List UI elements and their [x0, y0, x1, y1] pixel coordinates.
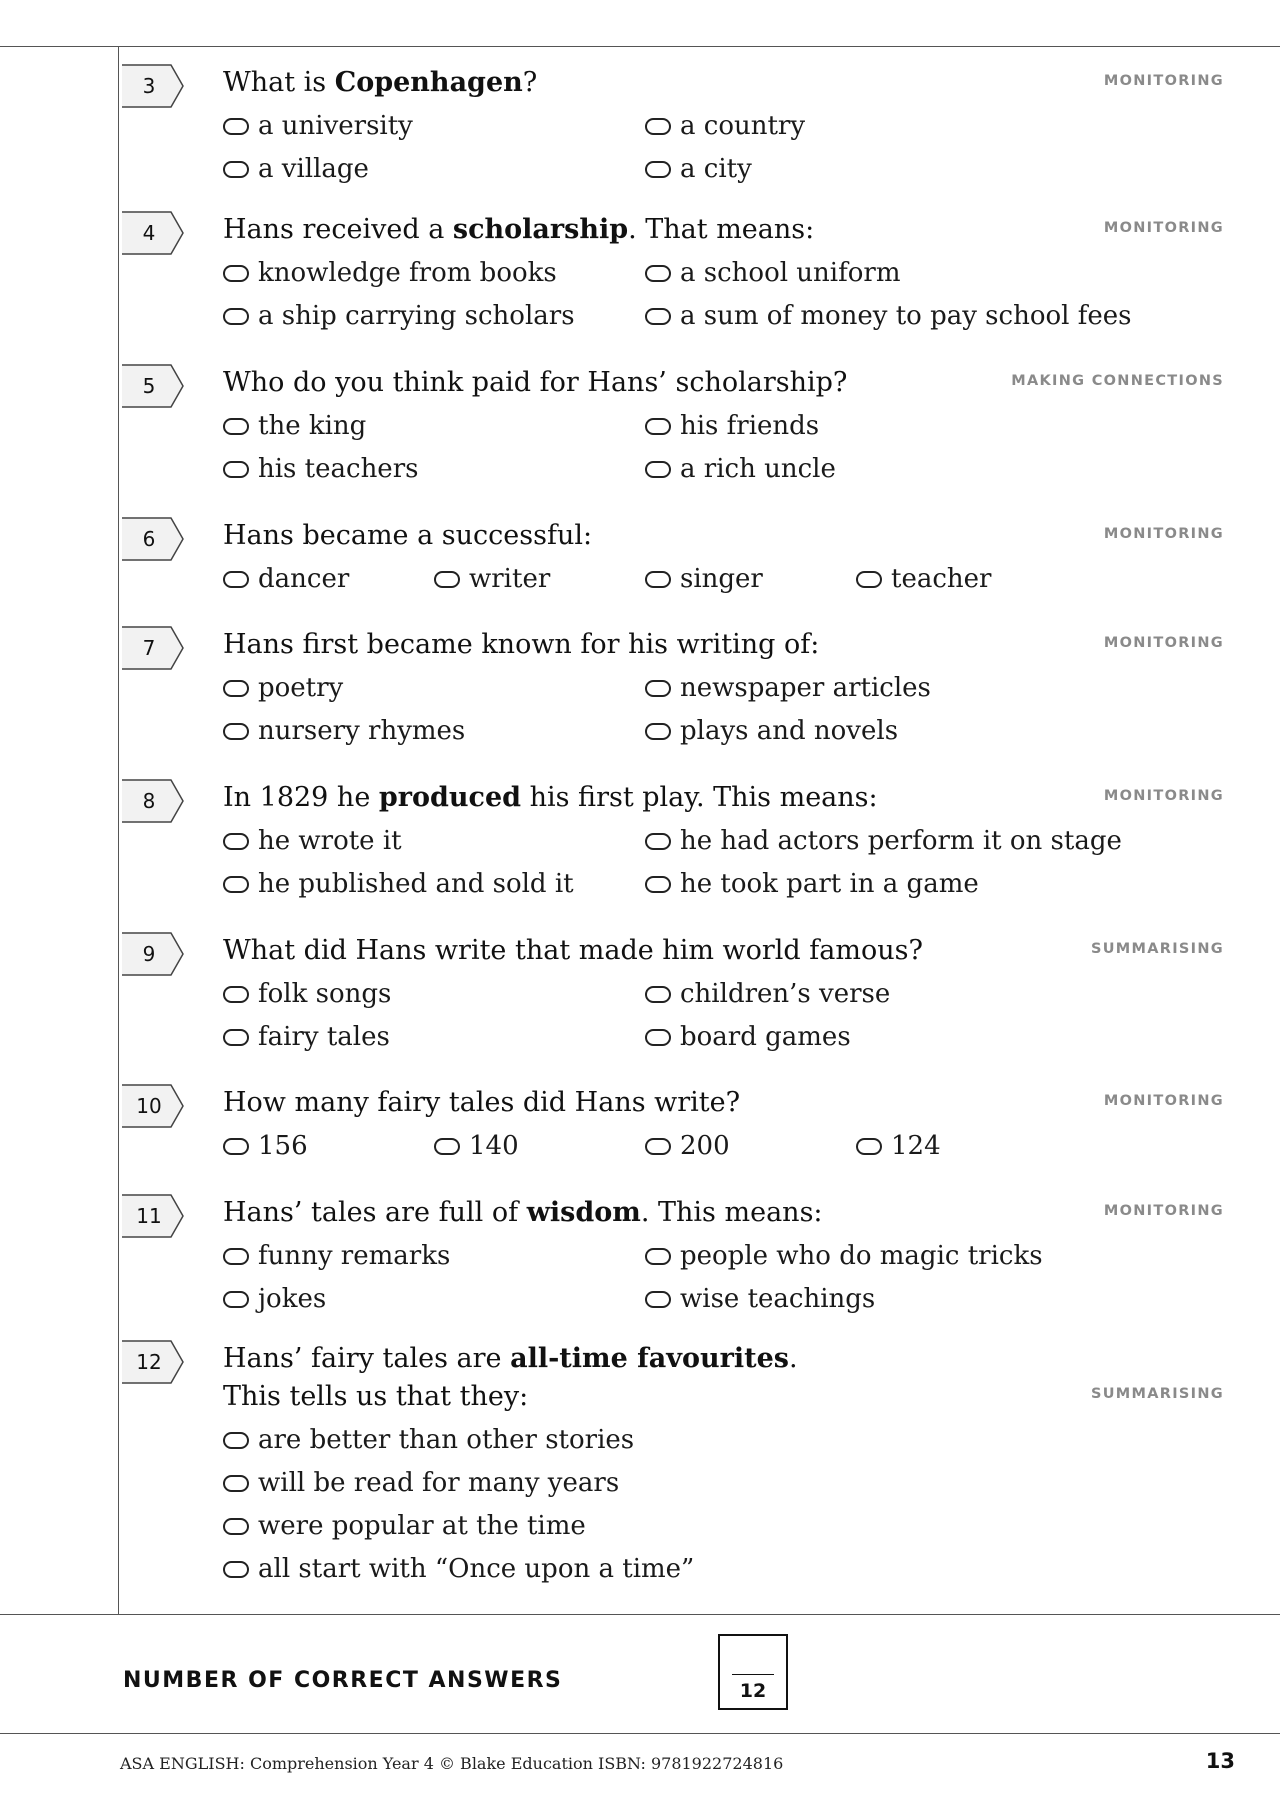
answer-bubble-icon[interactable] [645, 265, 671, 282]
answer-label: children’s verse [680, 979, 891, 1009]
answer-label: knowledge from books [258, 258, 557, 288]
answer-option[interactable] [645, 561, 763, 597]
question-text-part: What did Hans write that made him world famous? [223, 935, 923, 966]
top-rule [0, 46, 1280, 47]
answer-bubble-icon[interactable] [223, 1561, 249, 1578]
answer-label: nursery rhymes [258, 716, 466, 746]
answer-label: a university [258, 111, 413, 141]
answer-option[interactable] [645, 151, 752, 187]
answer-bubble-icon[interactable] [223, 265, 249, 282]
question-text-part: Who do you think paid for Hans’ scholarship? [223, 367, 848, 398]
question-text [223, 211, 1003, 249]
answer-option[interactable] [434, 561, 550, 597]
question-number: 5 [142, 374, 156, 398]
answer-label: a school uniform [680, 258, 901, 288]
answer-option[interactable] [645, 823, 1122, 859]
answer-option[interactable] [223, 670, 343, 706]
answer-bubble-icon[interactable] [223, 1291, 249, 1308]
answer-bubble-icon[interactable] [645, 461, 671, 478]
question-text-part: In 1829 he [223, 782, 379, 813]
answer-option[interactable] [645, 1281, 875, 1317]
question-number-tab [121, 1194, 185, 1238]
answer-label: 200 [680, 1131, 730, 1161]
question-text-part: What is [223, 67, 335, 98]
question-text [223, 517, 1003, 555]
score-total: 12 [739, 1680, 767, 1702]
answer-option[interactable] [645, 1238, 1043, 1274]
question-text [223, 1084, 1003, 1122]
question-text [223, 932, 1003, 970]
question-number-tab [121, 1084, 185, 1128]
skill-tag: MONITORING [1103, 220, 1224, 236]
answer-label: a rich uncle [680, 454, 836, 484]
answer-bubble-icon[interactable] [645, 986, 671, 1003]
answer-option[interactable] [223, 1422, 634, 1458]
question-text-part: How many fairy tales did Hans write? [223, 1087, 741, 1118]
skill-tag: MONITORING [1103, 73, 1224, 89]
answer-option[interactable] [223, 713, 465, 749]
skill-tag: MONITORING [1103, 526, 1224, 542]
answer-option[interactable] [645, 298, 1131, 334]
answer-bubble-icon[interactable] [645, 308, 671, 325]
answer-bubble-icon[interactable] [223, 1432, 249, 1449]
answer-bubble-icon[interactable] [856, 571, 882, 588]
question-number: 9 [142, 942, 156, 966]
answer-option[interactable] [645, 1128, 730, 1164]
answer-option[interactable] [223, 1551, 694, 1587]
answer-option[interactable] [856, 561, 991, 597]
answer-label: are better than other stories [258, 1425, 635, 1455]
answer-option[interactable] [856, 1128, 941, 1164]
skill-tag: SUMMARISING [1090, 941, 1224, 957]
skill-tag: MONITORING [1103, 1093, 1224, 1109]
answer-bubble-icon[interactable] [645, 1138, 671, 1155]
answer-bubble-icon[interactable] [645, 118, 671, 135]
answer-label: he had actors perform it on stage [680, 826, 1122, 856]
answer-option[interactable] [645, 1019, 851, 1055]
answer-bubble-icon[interactable] [223, 1518, 249, 1535]
question-text-part: his first play. This means: [521, 782, 878, 813]
answer-option[interactable] [645, 108, 805, 144]
question-text [223, 779, 1003, 817]
question-number: 6 [142, 527, 156, 551]
page-number: 13 [1205, 1749, 1235, 1773]
answer-label: the king [258, 411, 367, 441]
answer-bubble-icon[interactable] [223, 571, 249, 588]
answer-label: were popular at the time [258, 1511, 586, 1541]
skill-tag: MONITORING [1103, 788, 1224, 804]
answer-label: plays and novels [680, 716, 899, 746]
answer-option[interactable] [223, 408, 366, 444]
question-text [223, 626, 1003, 664]
score-blank-line [732, 1674, 774, 1675]
skill-tag: MONITORING [1103, 1203, 1224, 1219]
question-number-tab [121, 1340, 185, 1384]
skill-tag: MAKING CONNECTIONS [1011, 373, 1224, 389]
answer-bubble-icon[interactable] [645, 833, 671, 850]
question-text-part: Hans’ fairy tales are [223, 1343, 511, 1374]
answer-label: poetry [258, 673, 344, 703]
answer-bubble-icon[interactable] [223, 1138, 249, 1155]
answer-bubble-icon[interactable] [223, 1475, 249, 1492]
question-number-tab [121, 211, 185, 255]
answer-label: board games [680, 1022, 851, 1052]
answer-label: newspaper articles [680, 673, 931, 703]
question-text-part: Hans first became known for his writing of: [223, 629, 820, 660]
answer-option[interactable] [645, 451, 836, 487]
answer-bubble-icon[interactable] [223, 986, 249, 1003]
question-keyword: Copenhagen [334, 67, 523, 98]
answer-bubble-icon[interactable] [645, 161, 671, 178]
question-number-tab [121, 364, 185, 408]
answer-label: a city [680, 154, 752, 184]
footer-rule [0, 1733, 1280, 1734]
answer-option[interactable] [223, 451, 418, 487]
question-text-part: ? [522, 67, 538, 98]
answer-bubble-icon[interactable] [223, 680, 249, 697]
answer-bubble-icon[interactable] [645, 723, 671, 740]
answer-label: dancer [258, 564, 350, 594]
answer-label: a ship carrying scholars [258, 301, 575, 331]
left-margin-rule [118, 46, 119, 1614]
answer-bubble-icon[interactable] [645, 571, 671, 588]
answer-bubble-icon[interactable] [645, 418, 671, 435]
answer-label: 156 [258, 1131, 308, 1161]
answer-option[interactable] [223, 1019, 390, 1055]
answer-bubble-icon[interactable] [645, 1029, 671, 1046]
answer-label: 140 [469, 1131, 519, 1161]
correct-answers-label: NUMBER OF CORRECT ANSWERS [123, 1668, 563, 1693]
question-number: 10 [136, 1094, 162, 1118]
answer-option[interactable] [223, 1238, 450, 1274]
question-text [223, 1340, 1003, 1416]
answer-label: a sum of money to pay school fees [680, 301, 1132, 331]
answer-label: his friends [680, 411, 820, 441]
answer-option[interactable] [645, 976, 890, 1012]
question-text-part: Hans’ tales are full of [223, 1197, 527, 1228]
answer-option[interactable] [223, 108, 413, 144]
question-number: 8 [142, 789, 156, 813]
answer-label: singer [680, 564, 763, 594]
answer-label: he wrote it [258, 826, 402, 856]
question-text-part: Hans received a [223, 214, 453, 245]
answer-label: jokes [258, 1284, 327, 1314]
answer-bubble-icon[interactable] [223, 118, 249, 135]
answer-label: funny remarks [258, 1241, 451, 1271]
answer-label: people who do magic tricks [680, 1241, 1043, 1271]
question-text-part: . That means: [628, 214, 815, 245]
answer-option[interactable] [223, 866, 574, 902]
question-keyword: wisdom [526, 1197, 641, 1228]
question-text-part: . This means: [640, 1197, 823, 1228]
question-text-part: This tells us that they: [223, 1381, 529, 1412]
question-keyword: scholarship [452, 214, 629, 245]
question-number: 12 [136, 1350, 162, 1374]
answer-bubble-icon[interactable] [223, 1029, 249, 1046]
answer-option[interactable] [223, 255, 557, 291]
answer-bubble-icon[interactable] [223, 723, 249, 740]
question-number: 4 [142, 221, 156, 245]
question-keyword: all-time favourites [510, 1343, 789, 1374]
answer-bubble-icon[interactable] [223, 876, 249, 893]
question-number-tab [121, 626, 185, 670]
copyright-text: ASA ENGLISH: Comprehension Year 4 © Blake Education ISBN: 9781922724816 [120, 1754, 784, 1773]
answer-label: he took part in a game [680, 869, 979, 899]
answer-label: he published and sold it [258, 869, 574, 899]
question-number: 7 [142, 636, 156, 660]
question-number-tab [121, 517, 185, 561]
answer-label: all start with “Once upon a time” [258, 1554, 695, 1584]
answer-label: writer [469, 564, 551, 594]
answer-bubble-icon[interactable] [856, 1138, 882, 1155]
answer-label: a country [680, 111, 806, 141]
answer-bubble-icon[interactable] [223, 461, 249, 478]
answer-bubble-icon[interactable] [434, 571, 460, 588]
answer-option[interactable] [223, 1508, 586, 1544]
question-text-part: Hans became a successful: [223, 520, 593, 551]
answer-option[interactable] [645, 866, 979, 902]
answer-option[interactable] [434, 1128, 519, 1164]
answer-option[interactable] [645, 713, 898, 749]
answer-label: 124 [891, 1131, 941, 1161]
answer-option[interactable] [223, 1281, 326, 1317]
answer-label: teacher [891, 564, 992, 594]
answer-bubble-icon[interactable] [645, 680, 671, 697]
answer-option[interactable] [223, 151, 369, 187]
answer-option[interactable] [645, 255, 900, 291]
answer-bubble-icon[interactable] [645, 1291, 671, 1308]
score-box[interactable] [718, 1634, 788, 1710]
answer-bubble-icon[interactable] [645, 876, 671, 893]
skill-tag: SUMMARISING [1090, 1386, 1224, 1402]
answer-option[interactable] [223, 298, 575, 334]
question-number-tab [121, 64, 185, 108]
answer-label: fairy tales [258, 1022, 390, 1052]
answer-bubble-icon[interactable] [223, 418, 249, 435]
answer-label: a village [258, 154, 369, 184]
answer-bubble-icon[interactable] [223, 1248, 249, 1265]
answer-bubble-icon[interactable] [645, 1248, 671, 1265]
answer-option[interactable] [645, 670, 931, 706]
answer-label: folk songs [258, 979, 392, 1009]
question-text [223, 1194, 1003, 1232]
answer-bubble-icon[interactable] [223, 308, 249, 325]
answer-bubble-icon[interactable] [434, 1138, 460, 1155]
answer-option[interactable] [223, 1128, 308, 1164]
question-number: 11 [136, 1204, 162, 1228]
question-number-tab [121, 932, 185, 976]
question-text-part: . [788, 1343, 798, 1374]
question-keyword: produced [378, 782, 522, 813]
answer-bubble-icon[interactable] [223, 161, 249, 178]
answer-option[interactable] [223, 1465, 619, 1501]
answer-option[interactable] [645, 408, 819, 444]
question-number: 3 [142, 74, 156, 98]
answer-label: will be read for many years [258, 1468, 620, 1498]
question-text [223, 364, 1003, 402]
skill-tag: MONITORING [1103, 635, 1224, 651]
answer-label: wise teachings [680, 1284, 876, 1314]
answer-label: his teachers [258, 454, 419, 484]
answer-option[interactable] [223, 976, 391, 1012]
question-text [223, 64, 1003, 102]
answer-option[interactable] [223, 823, 402, 859]
answer-option[interactable] [223, 561, 349, 597]
bottom-rule [0, 1614, 1280, 1615]
answer-bubble-icon[interactable] [223, 833, 249, 850]
question-number-tab [121, 779, 185, 823]
